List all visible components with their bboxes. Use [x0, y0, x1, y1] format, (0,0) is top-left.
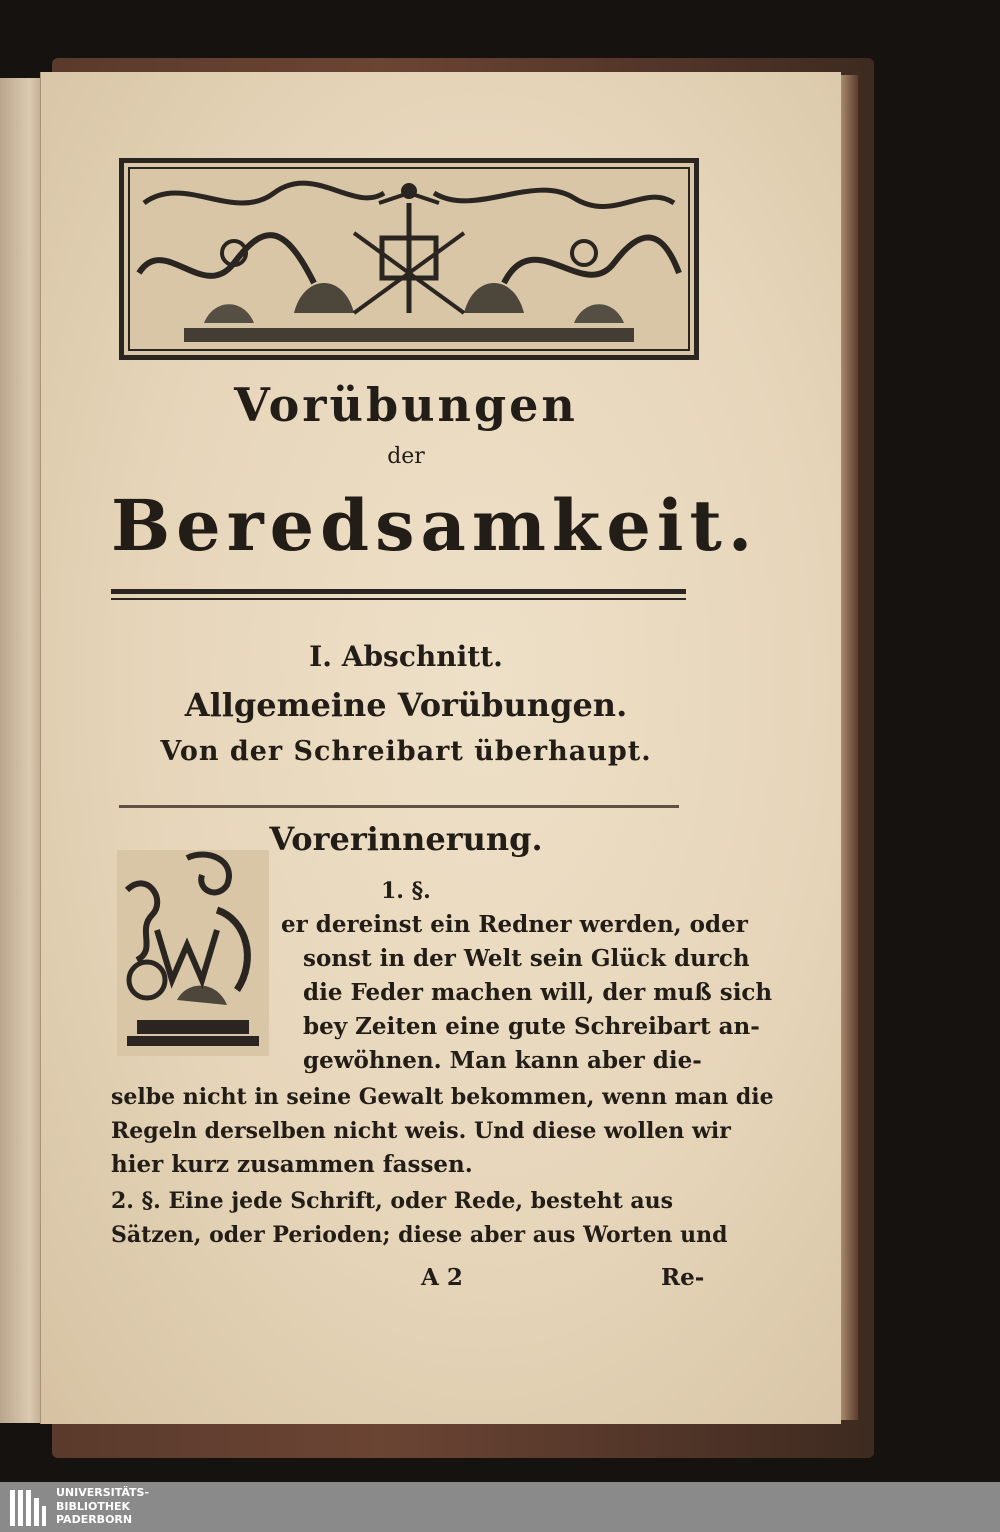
- section-number: I. Abschnitt.: [309, 640, 503, 673]
- text-line-8: hier kurz zusammen fassen.: [111, 1151, 473, 1178]
- logo-line-3: PADERBORN: [56, 1513, 133, 1526]
- library-logo-text: [56, 1486, 149, 1527]
- library-footer: [0, 1482, 1000, 1532]
- book-title: Vorübungen: [234, 378, 578, 432]
- text-line-6: selbe nicht in seine Gewalt bekommen, wenn man die: [111, 1084, 774, 1110]
- text-line-10: Sätzen, oder Perioden; diese aber aus Worten und: [111, 1222, 728, 1248]
- text-line-9: 2. §. Eine jede Schrift, oder Rede, besteht aus: [111, 1188, 674, 1214]
- preface-heading: Vorerinnerung.: [269, 820, 543, 858]
- library-logo-icon: [8, 1488, 48, 1528]
- double-rule-bottom: [111, 598, 686, 600]
- headpiece-ornament: [119, 158, 699, 360]
- logo-line-2: BIBLIOTHEK: [56, 1499, 131, 1513]
- text-line-1: er dereinst ein Redner werden, oder: [281, 911, 748, 938]
- text-line-2: sonst in der Welt sein Glück durch: [303, 945, 750, 972]
- paragraph-mark-1: 1. §.: [381, 878, 431, 904]
- text-line-7: Regeln derselben nicht weis. Und diese wollen wir: [111, 1118, 731, 1144]
- text-line-3: die Feder machen will, der muß sich: [303, 979, 773, 1006]
- text-line-5: gewöhnen. Man kann aber die-: [303, 1047, 702, 1074]
- left-page-edge: [0, 78, 44, 1423]
- book-title-main: Beredsamkeit.: [111, 484, 759, 567]
- divider-rule: [119, 805, 679, 808]
- logo-line-1: UNIVERSITÄTS-: [56, 1486, 150, 1499]
- section-heading: Allgemeine Vorübungen.: [184, 686, 628, 724]
- decorated-initial-w: [117, 850, 269, 1056]
- text-line-4: bey Zeiten eine gute Schreibart an-: [303, 1013, 760, 1040]
- signature-mark: A 2: [421, 1264, 463, 1291]
- catchword: Re-: [661, 1264, 705, 1291]
- book-title-connector: der: [387, 444, 425, 469]
- book-page: [40, 72, 841, 1424]
- section-subheading: Von der Schreibart überhaupt.: [160, 736, 652, 767]
- double-rule-top: [111, 589, 686, 594]
